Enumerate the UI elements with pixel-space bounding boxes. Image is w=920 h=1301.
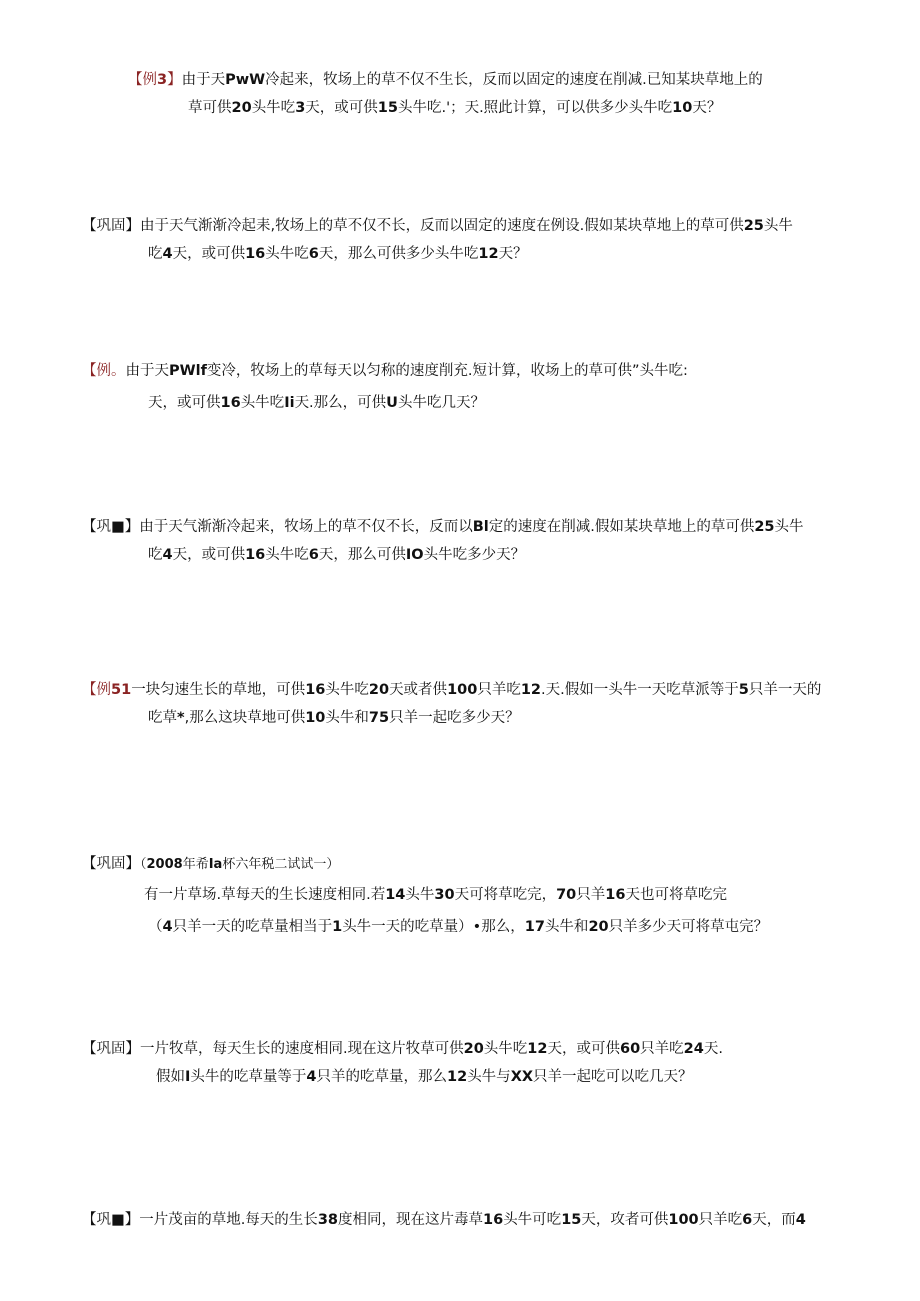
problem-2	[82, 212, 793, 268]
problem-tag: 【巩■】	[82, 519, 140, 535]
problem-7	[82, 1035, 723, 1091]
problem-text-line: 一片牧草，每天生长的速度相同.现在这片牧草可供20头牛吃12天，或可供60只羊吃24天.	[140, 1041, 723, 1057]
problem-text-line: 草可供20头牛吃3天，或可供15头牛吃.'；天.照此计算，可以供多少头牛吃10天？	[188, 100, 722, 116]
problem-tag: 【例3】	[128, 72, 182, 88]
problem-text-line: 一块匀速生长的草地，可供16头牛吃20天或者供100只羊吃12.天.假如一头牛一天吃草派等于5只羊一天的	[131, 682, 822, 698]
problem-tag: 【巩■】	[82, 1212, 140, 1228]
problem-text-line: 一片茂亩的草地.每天的生长38度相同，现在这片毒草16头牛可吃15天，攻者可供100只羊吃6天，而4	[139, 1212, 806, 1228]
problem-text-line: 由于天PWlf变冷，牧场上的草每天以匀称的速度削充.短计算，收场上的草可供”头牛吃:	[125, 363, 688, 379]
problem-text-line: 吃4天，或可供16头牛吃6天，那么可供多少头牛吃12天？	[148, 246, 528, 262]
problem-text-line: （4只羊一天的吃草量相当于1头牛一天的吃草量）•那么，17头牛和20只羊多少天可将草屯完？	[148, 919, 769, 935]
problem-3	[82, 357, 688, 413]
problem-6	[82, 850, 769, 935]
problem-5	[82, 676, 821, 732]
problem-tag: 【例51	[82, 682, 132, 698]
problem-text-line: 天，或可供16头牛吃Ii天.那么，可供U头牛吃几天？	[148, 395, 485, 411]
problem-text-line: 由于天气渐渐冷起来，牧场上的草不仅不长，反而以Bl定的速度在削减.假如某块草地上的草可供25头牛	[139, 519, 804, 535]
problem-tag: 【巩固】	[82, 1041, 140, 1057]
problem-tag: 【巩固】	[82, 856, 140, 872]
problem-text-line: 吃4天，或可供16头牛吃6天，那么可供IO头牛吃多少天？	[148, 547, 526, 563]
problem-text-line: 由于天气渐渐冷起耒,牧场上的草不仅不长，反而以固定的速度在例设.假如某块草地上的草可供25头牛	[140, 218, 793, 234]
problem-1	[128, 66, 763, 122]
problem-source: （2008年希Ia杯六年税二试试一）	[140, 857, 340, 872]
problem-8	[82, 1206, 806, 1234]
problem-text-line: 由于天PwW冷起来，牧场上的草不仅不生长，反而以固定的速度在削减.已知某块草地上的	[181, 72, 763, 88]
problem-text-line: 假如I头牛的吃草量等于4只羊的吃草量，那么12头牛与XX只羊一起吃可以吃几天？	[156, 1069, 693, 1085]
problem-text-line: 有一片草场.草每天的生长速度相同.若14头牛30天可将草吃完，70只羊16天也可将草吃完	[144, 887, 727, 903]
problem-text-line: 吃草*,那么这块草地可供10头牛和75只羊一起吃多少天？	[148, 710, 520, 726]
problem-tag: 【巩固】	[82, 218, 140, 234]
problem-4	[82, 513, 804, 569]
problem-tag: 【例。	[82, 363, 126, 379]
